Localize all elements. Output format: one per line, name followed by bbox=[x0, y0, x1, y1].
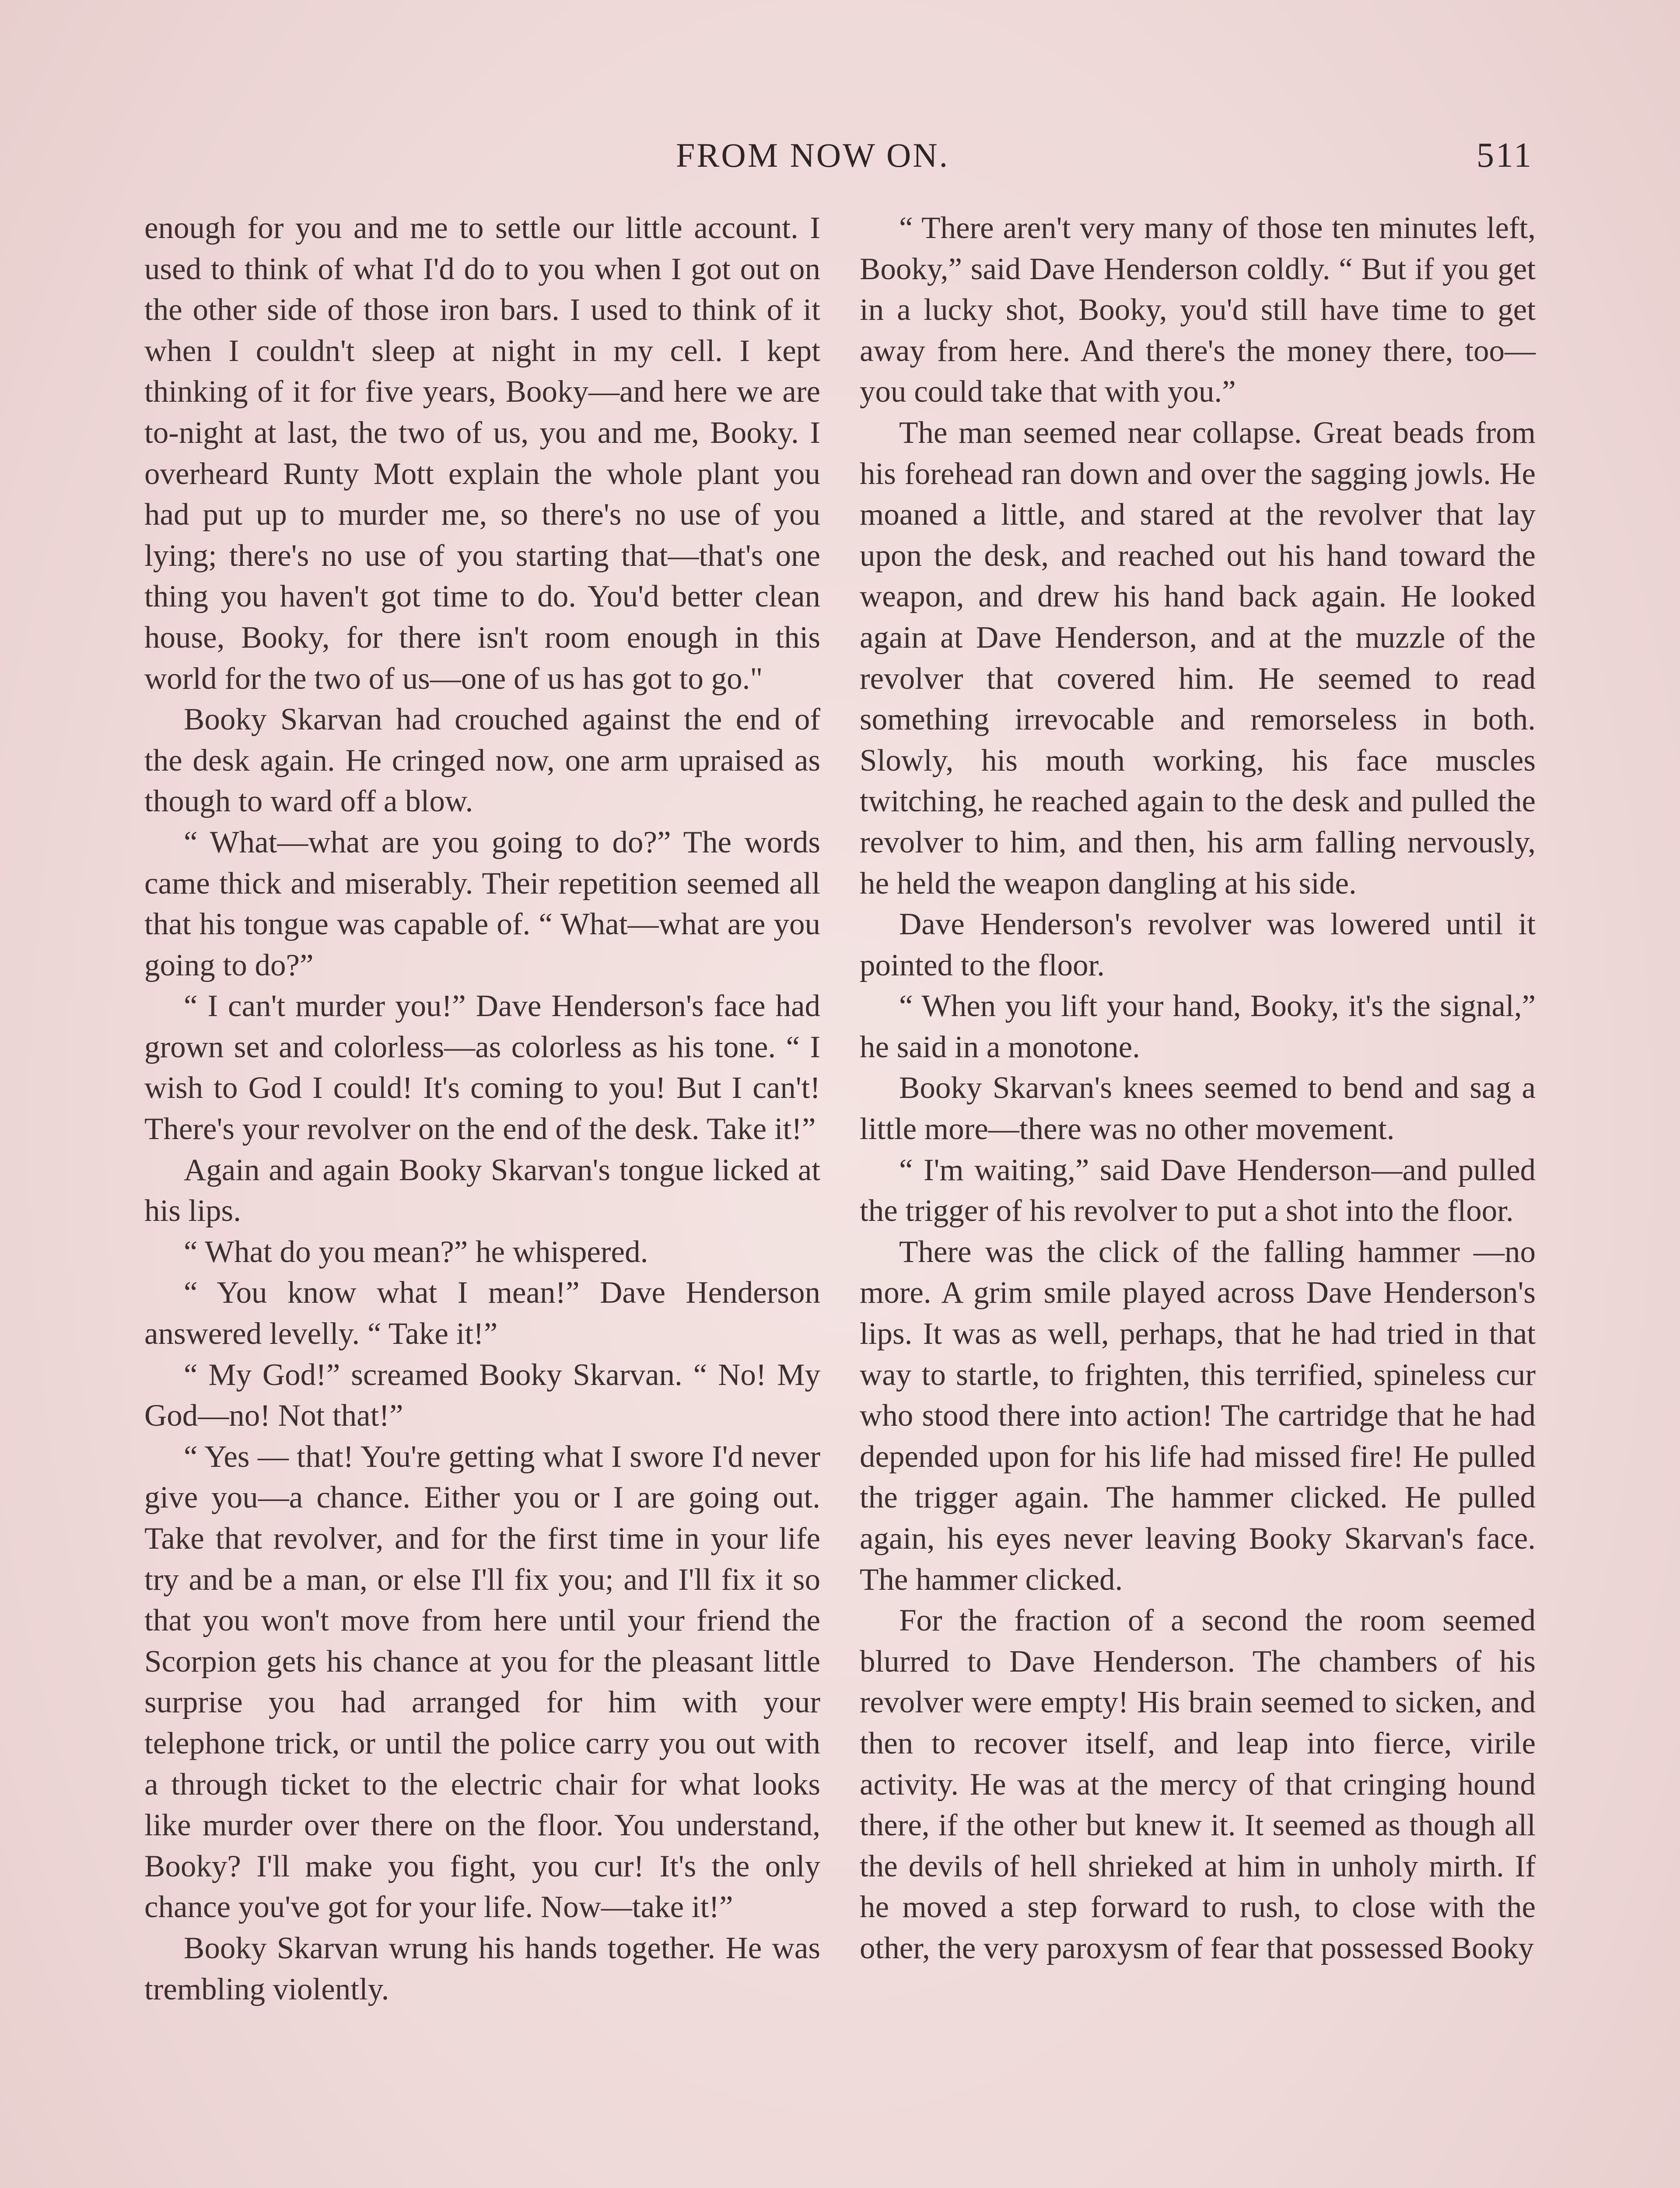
paragraph: For the fraction of a second the room seemed blurred to Dave Henderson. The chambers of his revolver were empty! His brain seemed to sicken, and then to recover itself, and leap into fierce, virile activity. He was at the mercy of that cringing hound there, if the other but knew it. It seemed as though all the devils of hell shrieked at him in unholy mirth. If he moved a step forward to rush, to close with the other, the very paroxysm of fear that possessed Booky bbox=[860, 1603, 1536, 1965]
paragraph: Again and again Booky Skarvan's tongue licked at his lips. bbox=[144, 1153, 820, 1228]
left-column bbox=[144, 208, 820, 2010]
running-title: FROM NOW ON. bbox=[676, 136, 950, 174]
paragraph: “ I can't murder you!” Dave Henderson's face had grown set and colorless—as colorless as his tone. “ I wish to God I could! It's coming to you! But I can't! There's your revolver on the end of the desk. Take it!” bbox=[144, 989, 820, 1147]
paragraph: enough for you and me to settle our little account. I used to think of what I'd do to you when I got out on the other side of those iron bars. I used to think of it when I couldn't sleep at night in my cell. I kept thinking of it for five years, Booky—and here we are to-night at last, the two of us, you and me, Booky. I overheard Runty Mott explain the whole plant you had put up to murder me, so there's no use of you lying; there's no use of you starting that—that's one thing you haven't got time to do. You'd better clean house, Booky, for there isn't room enough in this world for the two of us—one of us has got to go." bbox=[144, 211, 820, 696]
paragraph: “ Yes — that! You're getting what I swore I'd never give you—a chance. Either you or I are going out. Take that revolver, and for the first time in your life try and be a man, or else I'll fix you; and I'll fix it so that you won't move from here until your friend the Scorpion gets his chance at you for the pleasant little surprise you had arranged for him with your telephone trick, or until the police carry you out with a through ticket to the electric chair for what looks like murder over there on the floor. You understand, Booky? I'll make you fight, you cur! It's the only chance you've got for your life. Now—take it!” bbox=[144, 1439, 820, 1925]
paragraph: Booky Skarvan's knees seemed to bend and sag a little more—there was no other movement. bbox=[860, 1071, 1536, 1147]
paragraph: “ When you lift your hand, Booky, it's the signal,” he said in a monotone. bbox=[860, 989, 1536, 1064]
paragraph: “ You know what I mean!” Dave Henderson answered levelly. “ Take it!” bbox=[144, 1276, 820, 1351]
paragraph: “ What do you mean?” he whispered. bbox=[184, 1234, 648, 1269]
page-number: 511 bbox=[1477, 136, 1533, 175]
paragraph: The man seemed near collapse. Great beads from his forehead ran down and over the sagging jowls. He moaned a little, and stared at the revolver that lay upon the desk, and reached out his hand toward the weapon, and drew his hand back again. He looked again at Dave Henderson, and at the muzzle of the revolver that covered him. He seemed to read something irrevocable and remorseless in both. Slowly, his mouth working, his face muscles twitching, he reached again to the desk and pulled the revolver to him, and then, his arm falling nervously, he held the weapon dangling at his side. bbox=[860, 415, 1536, 901]
paragraph: “ I'm waiting,” said Dave Henderson—and pulled the trigger of his revolver to put a shot into the floor. bbox=[860, 1153, 1536, 1228]
paragraph: “ There aren't very many of those ten minutes left, Booky,” said Dave Henderson coldly. “ But if you get in a lucky shot, Booky, you'd still have time to get away from here. And there's the money there, too—you could take that with you.” bbox=[860, 211, 1536, 409]
right-column bbox=[860, 208, 1536, 1969]
paragraph: There was the click of the falling hammer —no more. A grim smile played across Dave Henderson's lips. It was as well, perhaps, that he had tried in that way to startle, to frighten, this terrified, spineless cur who stood there into action! The cartridge that he had depended upon for his life had missed fire! He pulled the trigger again. The hammer clicked. He pulled again, his eyes never leaving Booky Skarvan's face. The hammer clicked. bbox=[860, 1234, 1536, 1597]
paragraph: “ My God!” screamed Booky Skarvan. “ No! My God—no! Not that!” bbox=[144, 1357, 820, 1433]
paragraph: Dave Henderson's revolver was lowered until it pointed to the floor. bbox=[860, 907, 1536, 982]
paragraph: “ What—what are you going to do?” The words came thick and miserably. Their repetition seemed all that his tongue was capable of. “ What—what are you going to do?” bbox=[144, 825, 820, 982]
paragraph: Booky Skarvan had crouched against the end of the desk again. He cringed now, one arm upraised as though to ward off a blow. bbox=[144, 702, 820, 819]
paragraph: Booky Skarvan wrung his hands together. He was trembling violently. bbox=[144, 1931, 820, 2006]
running-head bbox=[0, 125, 1680, 186]
